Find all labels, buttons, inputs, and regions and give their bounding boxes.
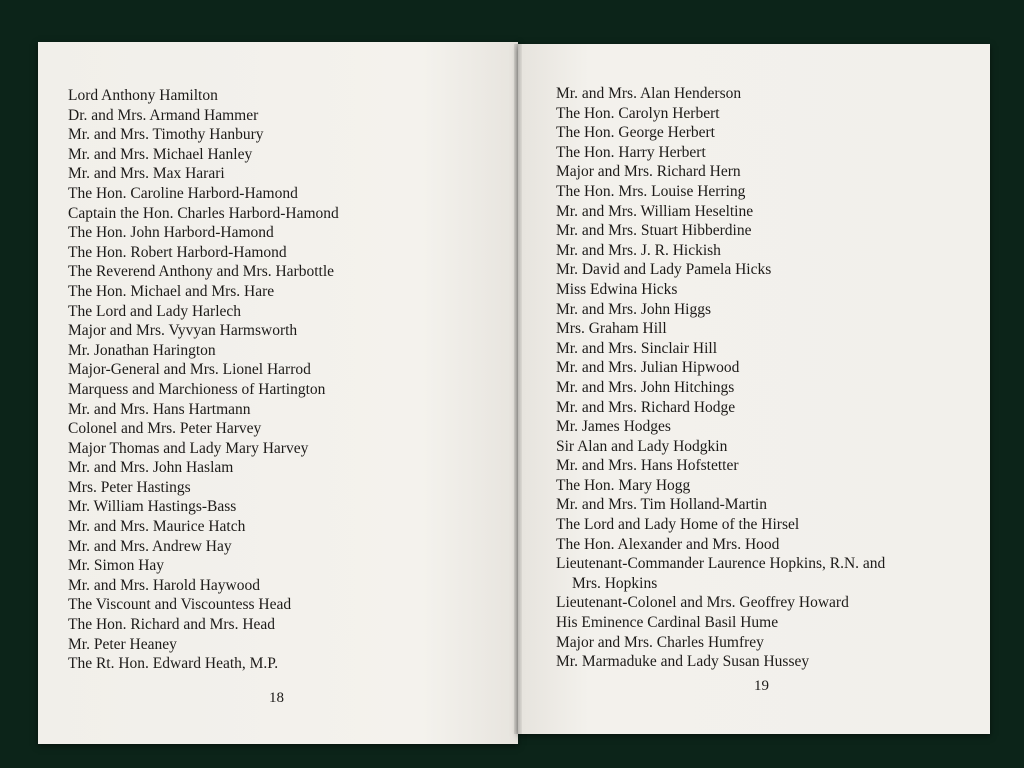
list-item: Lieutenant-Commander Laurence Hopkins, R.N. and	[556, 555, 886, 573]
list-item: Mr. and Mrs. Hans Hartmann	[68, 400, 251, 418]
list-item: Mr. and Mrs. Maurice Hatch	[68, 518, 246, 536]
list-item: Mr. and Mrs. Alan Henderson	[556, 85, 742, 102]
list-item: Mr. and Mrs. J. R. Hickish	[556, 241, 721, 259]
list-item: The Hon. Alexander and Mrs. Hood	[556, 535, 780, 553]
guest-list-left	[68, 86, 339, 674]
list-item: Major Thomas and Lady Mary Harvey	[68, 439, 309, 457]
list-item: Mr. and Mrs. Max Harari	[68, 165, 225, 183]
list-item: The Rt. Hon. Edward Heath, M.P.	[68, 655, 279, 673]
list-item: Major and Mrs. Charles Humfrey	[556, 633, 764, 651]
list-item: The Hon. Michael and Mrs. Hare	[68, 282, 275, 300]
list-item: Mr. and Mrs. John Haslam	[68, 459, 234, 477]
list-item: Mr. and Mrs. Timothy Hanbury	[68, 126, 264, 144]
list-item: The Lord and Lady Home of the Hirsel	[556, 516, 800, 534]
list-item: Sir Alan and Lady Hodgkin	[556, 437, 728, 455]
list-item: Dr. and Mrs. Armand Hammer	[68, 106, 259, 124]
list-item: The Hon. Mrs. Louise Herring	[556, 182, 746, 200]
book-gutter	[514, 44, 522, 734]
right-page	[518, 44, 990, 734]
list-item: Major and Mrs. Richard Hern	[556, 163, 741, 181]
page-number-right: 19	[754, 678, 769, 694]
list-item: The Hon. Harry Herbert	[556, 143, 706, 161]
list-item: The Hon. George Herbert	[556, 124, 715, 142]
list-item: Colonel and Mrs. Peter Harvey	[68, 420, 262, 438]
list-item: The Hon. Caroline Harbord-Hamond	[68, 184, 298, 202]
list-item: Mr. Peter Heaney	[68, 635, 177, 653]
list-item: Mr. and Mrs. Hans Hofstetter	[556, 457, 739, 475]
list-item: Mr. and Mrs. Andrew Hay	[68, 537, 232, 555]
list-item: Mr. and Mrs. John Hitchings	[556, 378, 735, 396]
list-item: Mr. and Mrs. Richard Hodge	[556, 398, 736, 416]
list-item: Mrs. Graham Hill	[556, 320, 667, 338]
list-item: Mrs. Peter Hastings	[68, 478, 191, 496]
page-number-left: 18	[269, 690, 284, 706]
list-item: Mr. Simon Hay	[68, 557, 165, 575]
list-item: The Hon. Mary Hogg	[556, 476, 691, 494]
list-item: The Hon. Carolyn Herbert	[556, 104, 720, 122]
list-item: Major-General and Mrs. Lionel Harrod	[68, 361, 311, 379]
left-page	[38, 42, 518, 744]
list-item: The Viscount and Viscountess Head	[68, 596, 292, 614]
list-item: His Eminence Cardinal Basil Hume	[556, 614, 779, 632]
list-item: Mr. William Hastings-Bass	[68, 498, 237, 516]
list-item: Mr. and Mrs. Stuart Hibberdine	[556, 222, 752, 240]
list-item: Mr. and Mrs. Michael Hanley	[68, 145, 253, 163]
list-item: The Hon. John Harbord-Hamond	[68, 224, 274, 242]
list-item: The Hon. Robert Harbord-Hamond	[68, 243, 287, 261]
list-item: Captain the Hon. Charles Harbord-Hamond	[68, 204, 339, 222]
list-item: The Hon. Richard and Mrs. Head	[68, 616, 276, 634]
list-item: Mr. and Mrs. Harold Haywood	[68, 576, 261, 594]
list-item: Mrs. Hopkins	[572, 574, 658, 592]
guest-list-right	[556, 84, 885, 672]
list-item: Mr. James Hodges	[556, 418, 671, 436]
list-item: Mr. David and Lady Pamela Hicks	[556, 261, 772, 279]
list-item: Marquess and Marchioness of Hartington	[68, 380, 326, 398]
list-item: Mr. and Mrs. John Higgs	[556, 300, 712, 318]
list-item: Mr. Jonathan Harington	[68, 341, 216, 359]
list-item: Mr. and Mrs. William Heseltine	[556, 202, 754, 220]
list-item: Mr. and Mrs. Sinclair Hill	[556, 339, 718, 357]
list-item: Major and Mrs. Vyvyan Harmsworth	[68, 322, 298, 340]
list-item: The Reverend Anthony and Mrs. Harbottle	[68, 263, 335, 281]
list-item: Lord Anthony Hamilton	[68, 87, 218, 104]
list-item: Mr. Marmaduke and Lady Susan Hussey	[556, 653, 810, 671]
list-item: The Lord and Lady Harlech	[68, 302, 242, 320]
list-item: Mr. and Mrs. Tim Holland-Martin	[556, 496, 767, 514]
list-item: Miss Edwina Hicks	[556, 280, 678, 298]
list-item: Mr. and Mrs. Julian Hipwood	[556, 359, 740, 377]
list-item: Lieutenant-Colonel and Mrs. Geoffrey Howard	[556, 594, 849, 612]
